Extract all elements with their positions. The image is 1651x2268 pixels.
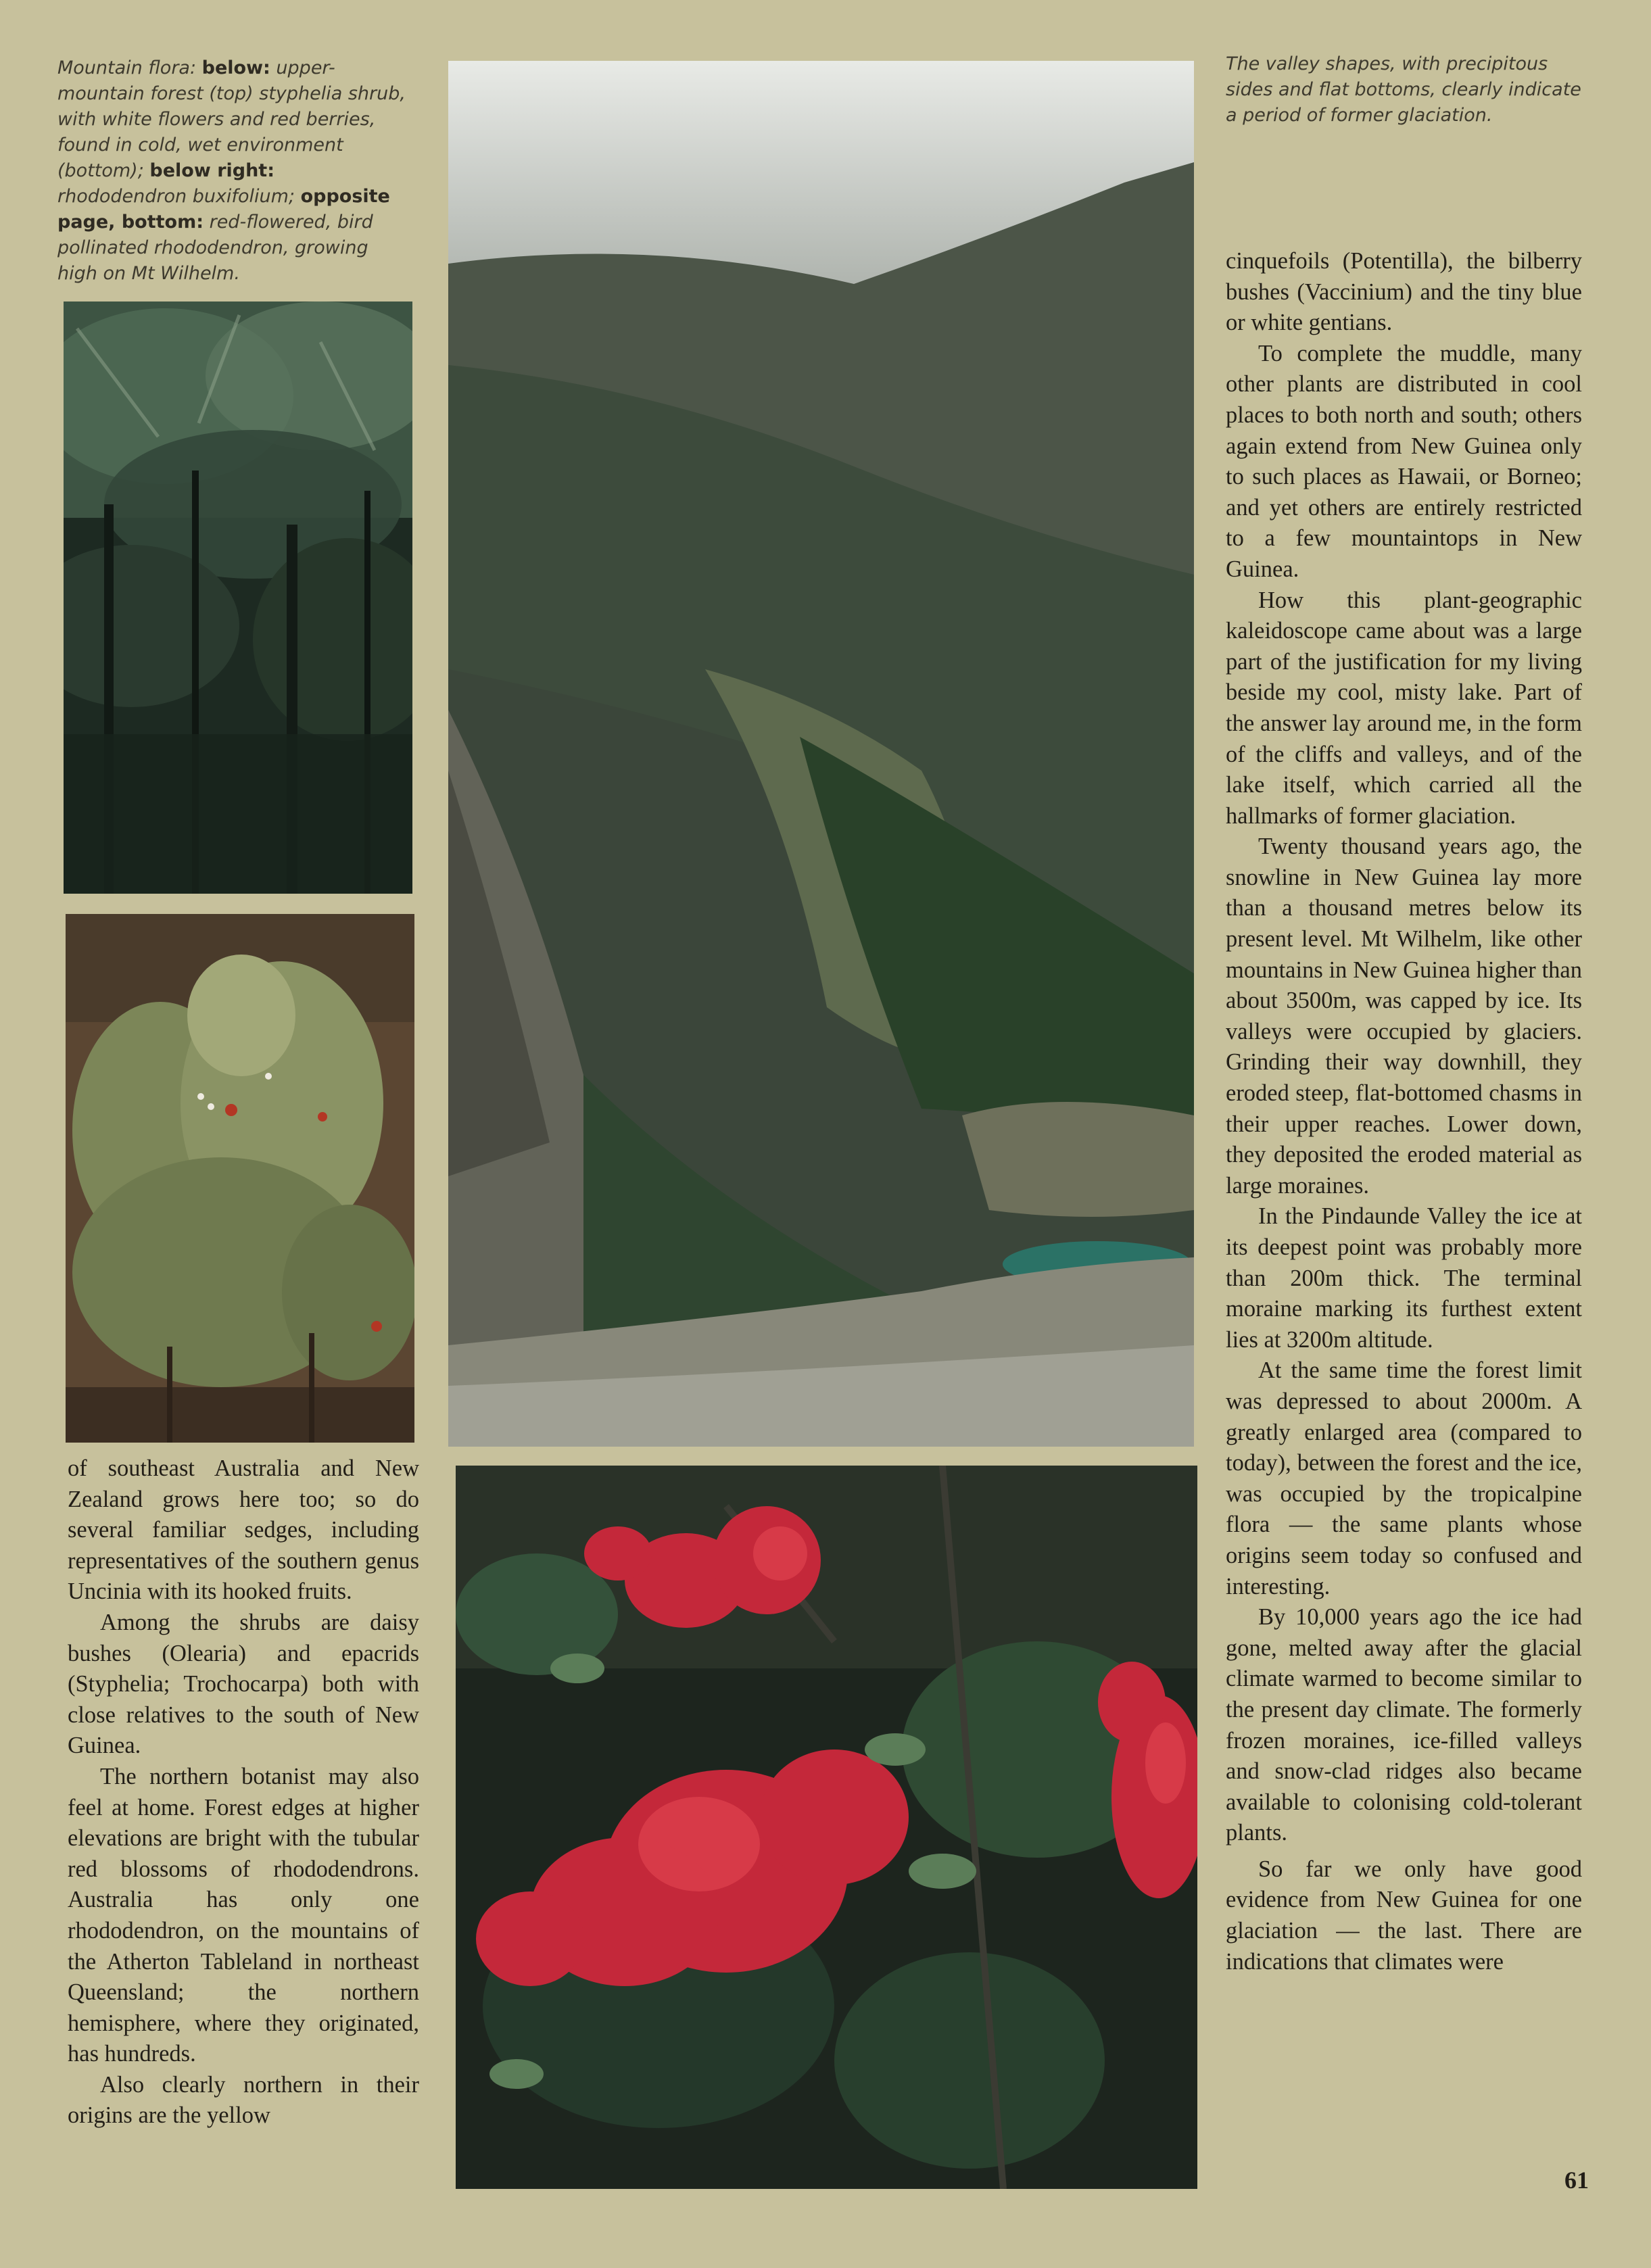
left-text-column bbox=[68, 1453, 419, 2131]
page-number: 61 bbox=[1564, 2167, 1589, 2194]
paragraph: cinquefoils (Potentilla), the bilberry bushes (Vaccinium) and the tiny blue or white gentians. bbox=[1226, 248, 1582, 336]
paragraph: of southeast Australia and New Zealand grows here too; so do several familiar sedges, including representatives of the southern genus Uncinia with its hooked fruits. bbox=[68, 1455, 419, 1605]
glaciated-valley-photo bbox=[448, 61, 1194, 1447]
paragraph: At the same time the forest limit was depressed to about 2000m. A greatly enlarged area (compared to today), between the forest and the ice, was occupied by the tropicalpine flora — the same plants whose origins seem today so confused and interesting. bbox=[1226, 1357, 1582, 1599]
caption-run: rhododendron buxifolium; bbox=[57, 186, 301, 207]
styphelia-shrub-photo bbox=[66, 914, 414, 1443]
paragraph: Also clearly northern in their origins are the yellow bbox=[68, 2071, 419, 2129]
paragraph: So far we only have good evidence from New Guinea for one glaciation — the last. There are indications that climates were bbox=[1226, 1856, 1582, 1975]
caption-run: below: bbox=[201, 57, 270, 78]
paragraph: The northern botanist may also feel at home. Forest edges at higher elevations are bright with the tubular red blossoms of rhododendrons. Australia has only one rhododendron, on the mountains of the Atherton Tableland in northeast Queensland; the northern hemisphere, where they originated, has hundreds. bbox=[68, 1763, 419, 2067]
caption-run: Mountain flora: bbox=[57, 57, 202, 78]
left-photo-caption bbox=[57, 55, 409, 287]
paragraph: By 10,000 years ago the ice had gone, melted away after the glacial climate warmed to become similar to the present day climate. The formerly frozen moraines, ice-filled valleys and snow-clad ridges also became available to colonising cold-tolerant plants. bbox=[1226, 1604, 1582, 1846]
caption-run: upper-mountain forest (top) styphelia shrub, with white flowers and red berries, found in cold, wet environment (bottom); bbox=[57, 57, 406, 181]
paragraph: How this plant-geographic kaleidoscope came about was a large part of the justification for my living beside my cool, misty lake. Part of the answer lay around me, in the form of the cliffs and valleys, and of the lake itself, which carried all the hallmarks of former glaciation. bbox=[1226, 587, 1582, 829]
caption-run: below right: bbox=[149, 160, 275, 181]
caption-run: red-flowered, bird pollinated rhododendron, growing high on Mt Wilhelm. bbox=[57, 212, 373, 284]
paragraph: Twenty thousand years ago, the snowline in New Guinea lay more than a thousand metres below its present level. Mt Wilhelm, like other mountains in New Guinea higher than about 3500m, was capped by ice. Its valleys were occupied by glaciers. Grinding their way downhill, they eroded steep, flat-bottomed chasms in their upper reaches. Lower down, they deposited the eroded material as large moraines. bbox=[1226, 834, 1582, 1199]
right-photo-caption: The valley shapes, with precipitous sides and flat bottoms, clearly indicate a period of former glaciation. bbox=[1226, 53, 1581, 126]
right-text-column bbox=[1226, 246, 1582, 1977]
forest-photo bbox=[64, 301, 412, 894]
paragraph: In the Pindaunde Valley the ice at its deepest point was probably more than 200m thick. The terminal moraine marking its furthest extent lies at 3200m altitude. bbox=[1226, 1203, 1582, 1353]
red-rhododendron-photo bbox=[456, 1466, 1197, 2189]
paragraph: Among the shrubs are daisy bushes (Olearia) and epacrids (Styphelia; Trochocarpa) both with close relatives to the south of New Guinea. bbox=[68, 1609, 419, 1759]
paragraph: To complete the muddle, many other plants are distributed in cool places to both north and south; others again extend from New Guinea only to such places as Hawaii, or Borneo; and yet others are entirely restricted to a few mountaintops in New Guinea. bbox=[1226, 340, 1582, 582]
caption-run: opposite page, bottom: bbox=[57, 186, 390, 233]
